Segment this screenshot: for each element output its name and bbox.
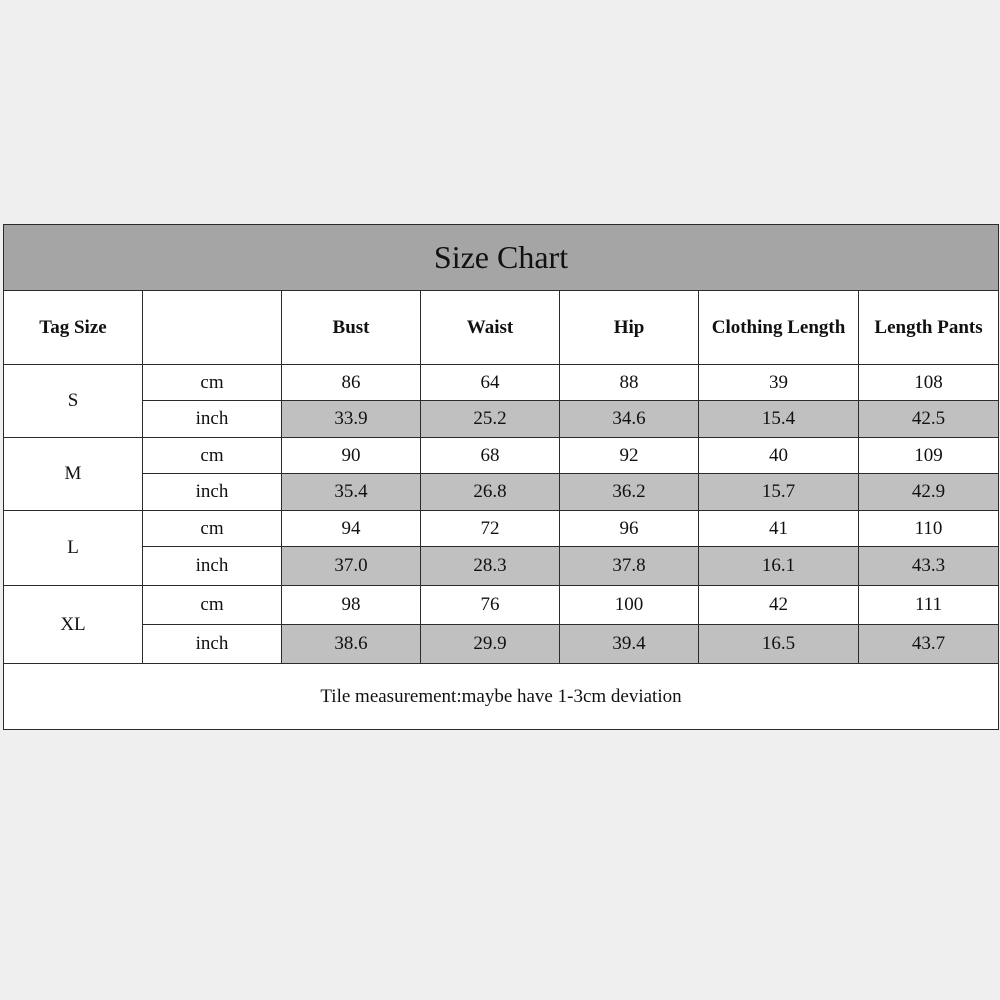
length-pants-value: 109: [859, 438, 999, 474]
clothing-length-value: 15.7: [699, 474, 859, 511]
bust-value: 86: [282, 365, 421, 401]
unit-label: cm: [143, 438, 282, 474]
header-tag-size: Tag Size: [4, 291, 143, 365]
header-row: [4, 291, 999, 365]
hip-value: 100: [560, 586, 699, 625]
unit-label: cm: [143, 586, 282, 625]
waist-value: 72: [421, 511, 560, 547]
table-row: [4, 365, 999, 401]
length-pants-value: 42.5: [859, 401, 999, 438]
bust-value: 35.4: [282, 474, 421, 511]
length-pants-value: 43.3: [859, 547, 999, 586]
clothing-length-value: 15.4: [699, 401, 859, 438]
clothing-length-value: 40: [699, 438, 859, 474]
hip-value: 96: [560, 511, 699, 547]
measurement-note: Tile measurement:maybe have 1-3cm deviation: [4, 664, 999, 730]
table-row: [4, 511, 999, 547]
hip-value: 92: [560, 438, 699, 474]
header-hip: Hip: [560, 291, 699, 365]
clothing-length-value: 41: [699, 511, 859, 547]
length-pants-value: 111: [859, 586, 999, 625]
unit-label: cm: [143, 365, 282, 401]
chart-title: Size Chart: [4, 225, 999, 291]
length-pants-value: 43.7: [859, 625, 999, 664]
length-pants-value: 110: [859, 511, 999, 547]
waist-value: 25.2: [421, 401, 560, 438]
clothing-length-value: 42: [699, 586, 859, 625]
hip-value: 39.4: [560, 625, 699, 664]
bust-value: 90: [282, 438, 421, 474]
header-length-pants: Length Pants: [859, 291, 999, 365]
table-row: [4, 586, 999, 625]
unit-label: inch: [143, 547, 282, 586]
size-chart-table: [3, 224, 999, 730]
clothing-length-value: 16.1: [699, 547, 859, 586]
size-tag-l: L: [4, 511, 143, 586]
hip-value: 88: [560, 365, 699, 401]
bust-value: 37.0: [282, 547, 421, 586]
length-pants-value: 108: [859, 365, 999, 401]
table-row: [4, 547, 999, 586]
header-unit: [143, 291, 282, 365]
header-bust: Bust: [282, 291, 421, 365]
header-clothing-length: Clothing Length: [699, 291, 859, 365]
unit-label: cm: [143, 511, 282, 547]
header-waist: Waist: [421, 291, 560, 365]
hip-value: 37.8: [560, 547, 699, 586]
length-pants-value: 42.9: [859, 474, 999, 511]
size-tag-xl: XL: [4, 586, 143, 664]
bust-value: 38.6: [282, 625, 421, 664]
waist-value: 68: [421, 438, 560, 474]
table-row: [4, 625, 999, 664]
waist-value: 26.8: [421, 474, 560, 511]
table-row: [4, 401, 999, 438]
waist-value: 28.3: [421, 547, 560, 586]
unit-label: inch: [143, 625, 282, 664]
hip-value: 36.2: [560, 474, 699, 511]
bust-value: 94: [282, 511, 421, 547]
size-tag-m: M: [4, 438, 143, 511]
unit-label: inch: [143, 401, 282, 438]
table-row: [4, 474, 999, 511]
table-row: [4, 438, 999, 474]
waist-value: 76: [421, 586, 560, 625]
bust-value: 98: [282, 586, 421, 625]
unit-label: inch: [143, 474, 282, 511]
clothing-length-value: 16.5: [699, 625, 859, 664]
hip-value: 34.6: [560, 401, 699, 438]
clothing-length-value: 39: [699, 365, 859, 401]
bust-value: 33.9: [282, 401, 421, 438]
waist-value: 29.9: [421, 625, 560, 664]
waist-value: 64: [421, 365, 560, 401]
size-tag-s: S: [4, 365, 143, 438]
